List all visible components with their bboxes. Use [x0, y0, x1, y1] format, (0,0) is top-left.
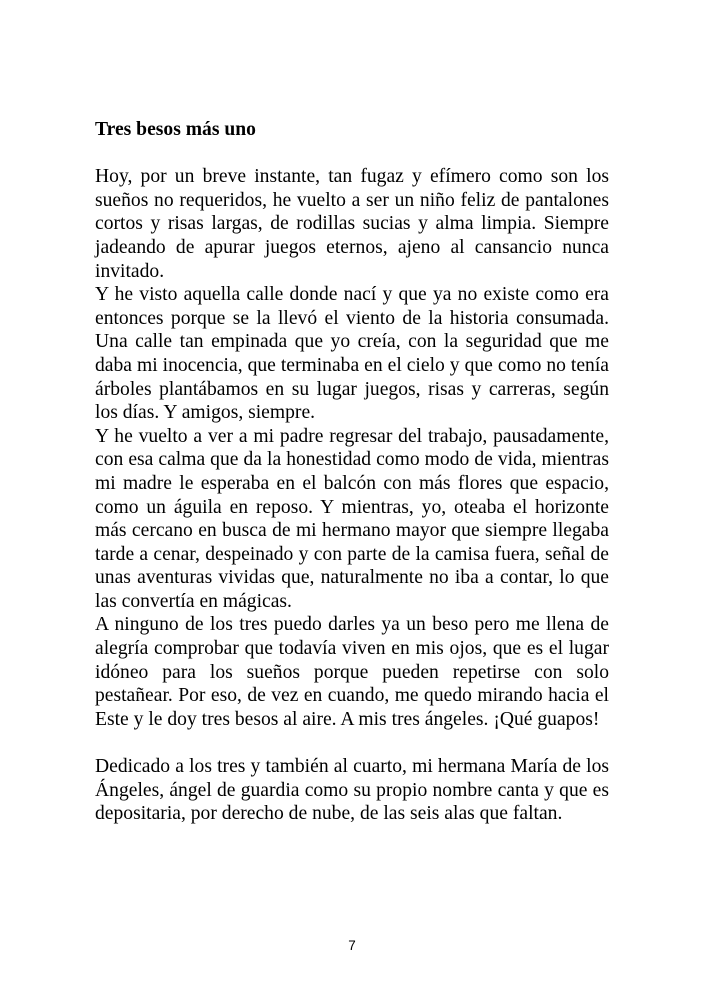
paragraph-3: Y he vuelto a ver a mi padre regresar del trabajo, pausadamente, con esa calma que da la honestidad como modo de vida, mientras mi madre le esperaba en el balcón con más flores que espacio, como un águila en reposo. Y mientras, yo, oteaba el horizonte más cercano en busca de mi hermano mayor que siempre llegaba tarde a cenar, despeinado y con parte de la camisa fuera, señal de unas aventuras vividas que, naturalmente no iba a contar, lo que las convertía en mágicas.	[95, 425, 609, 612]
page-body	[95, 118, 609, 826]
chapter-title: Tres besos más uno	[95, 119, 256, 140]
dedication-paragraph: Dedicado a los tres y también al cuarto, mi hermana María de los Ángeles, ángel de guardia como su propio nombre canta y que es depositaria, por derecho de nube, de las seis alas que faltan.	[95, 756, 609, 825]
paragraph-4: A ninguno de los tres puedo darles ya un beso pero me llena de alegría comprobar que todavía viven en mis ojos, que es el lugar idóneo para los sueños porque pueden repetirse con solo pestañear. Por eso, de vez en cuando, me quedo mirando hacia el Este y le doy tres besos al aire. A mis tres ángeles. ¡Qué guapos!	[95, 614, 609, 730]
paragraph-gap	[95, 731, 609, 755]
page-number: 7	[348, 938, 356, 953]
paragraph-1: Hoy, por un breve instante, tan fugaz y efímero como son los sueños no requeridos, he vuelto a ser un niño feliz de pantalones cortos y risas largas, de rodillas sucias y alma limpia. Siempre jadeando de apurar juegos eternos, ajeno al cansancio nunca invitado.	[95, 166, 609, 282]
paragraph-2: Y he visto aquella calle donde nací y que ya no existe como era entonces porque se la llevó el viento de la historia consumada. Una calle tan empinada que yo creía, con la seguridad que me daba mi inocencia, que terminaba en el cielo y que como no tenía árboles plantábamos en su lugar juegos, risas y carreras, según los días. Y amigos, siempre.	[95, 284, 609, 424]
